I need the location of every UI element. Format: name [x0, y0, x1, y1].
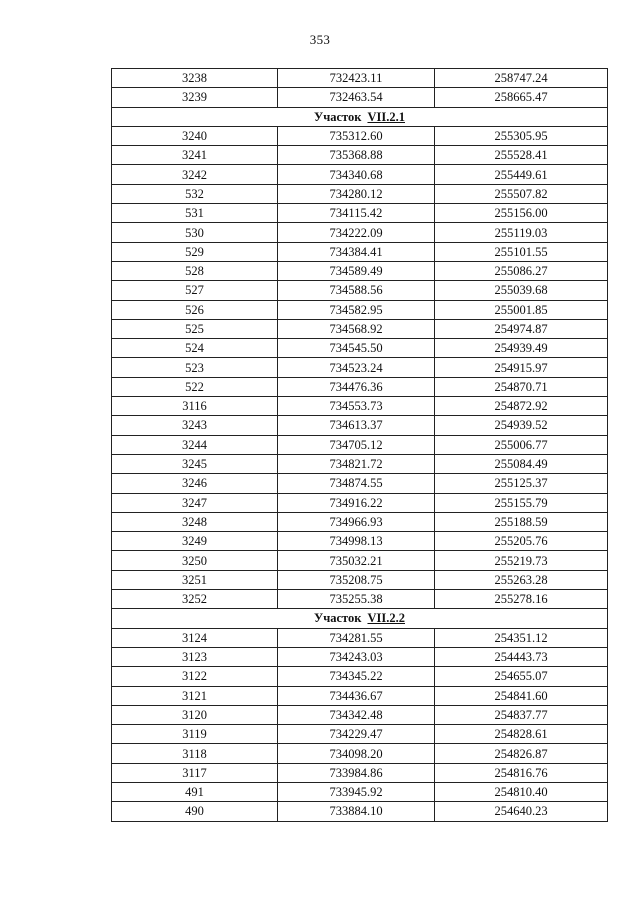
x-coordinate-cell: 732463.54	[278, 88, 435, 107]
point-number-cell: 3123	[112, 647, 278, 666]
point-number-cell: 522	[112, 377, 278, 396]
y-coordinate-cell: 255156.00	[435, 204, 608, 223]
point-number-cell: 491	[112, 782, 278, 801]
y-coordinate-cell: 255528.41	[435, 146, 608, 165]
x-coordinate-cell: 732423.11	[278, 69, 435, 88]
y-coordinate-cell: 255205.76	[435, 532, 608, 551]
table-row	[112, 647, 608, 666]
section-header-row	[112, 609, 608, 628]
y-coordinate-cell: 254443.73	[435, 647, 608, 666]
table-row	[112, 744, 608, 763]
table-row	[112, 763, 608, 782]
x-coordinate-cell: 734340.68	[278, 165, 435, 184]
y-coordinate-cell: 255039.68	[435, 281, 608, 300]
y-coordinate-cell: 255188.59	[435, 512, 608, 531]
point-number-cell: 3120	[112, 705, 278, 724]
point-number-cell: 3117	[112, 763, 278, 782]
y-coordinate-cell: 254828.61	[435, 725, 608, 744]
y-coordinate-cell: 255119.03	[435, 223, 608, 242]
x-coordinate-cell: 734098.20	[278, 744, 435, 763]
x-coordinate-cell: 734613.37	[278, 416, 435, 435]
point-number-cell: 528	[112, 261, 278, 280]
x-coordinate-cell: 734821.72	[278, 454, 435, 473]
x-coordinate-cell: 734589.49	[278, 261, 435, 280]
table-row	[112, 628, 608, 647]
table-row	[112, 146, 608, 165]
y-coordinate-cell: 255155.79	[435, 493, 608, 512]
point-number-cell: 3242	[112, 165, 278, 184]
section-header	[112, 609, 608, 628]
point-number-cell: 3250	[112, 551, 278, 570]
table-row	[112, 725, 608, 744]
y-coordinate-cell: 254915.97	[435, 358, 608, 377]
table-row	[112, 705, 608, 724]
section-header	[112, 107, 608, 126]
table-row	[112, 88, 608, 107]
y-coordinate-cell: 255219.73	[435, 551, 608, 570]
x-coordinate-cell: 734222.09	[278, 223, 435, 242]
x-coordinate-cell: 734345.22	[278, 667, 435, 686]
point-number-cell: 3239	[112, 88, 278, 107]
x-coordinate-cell: 735368.88	[278, 146, 435, 165]
y-coordinate-cell: 254826.87	[435, 744, 608, 763]
x-coordinate-cell: 735208.75	[278, 570, 435, 589]
x-coordinate-cell: 734229.47	[278, 725, 435, 744]
table-row	[112, 223, 608, 242]
table-row	[112, 126, 608, 145]
point-number-cell: 529	[112, 242, 278, 261]
table-row	[112, 261, 608, 280]
point-number-cell: 3118	[112, 744, 278, 763]
point-number-cell: 3245	[112, 454, 278, 473]
x-coordinate-cell: 734115.42	[278, 204, 435, 223]
x-coordinate-cell: 734705.12	[278, 435, 435, 454]
y-coordinate-cell: 254351.12	[435, 628, 608, 647]
table-row	[112, 551, 608, 570]
point-number-cell: 3121	[112, 686, 278, 705]
point-number-cell: 3249	[112, 532, 278, 551]
table-row	[112, 493, 608, 512]
point-number-cell: 527	[112, 281, 278, 300]
table-row	[112, 281, 608, 300]
y-coordinate-cell: 254837.77	[435, 705, 608, 724]
x-coordinate-cell: 734568.92	[278, 319, 435, 338]
x-coordinate-cell: 734280.12	[278, 184, 435, 203]
point-number-cell: 3244	[112, 435, 278, 454]
table-row	[112, 319, 608, 338]
x-coordinate-cell: 734553.73	[278, 397, 435, 416]
y-coordinate-cell: 255084.49	[435, 454, 608, 473]
table-row	[112, 242, 608, 261]
x-coordinate-cell: 734545.50	[278, 339, 435, 358]
y-coordinate-cell: 254872.92	[435, 397, 608, 416]
point-number-cell: 3122	[112, 667, 278, 686]
point-number-cell: 3251	[112, 570, 278, 589]
x-coordinate-cell: 734342.48	[278, 705, 435, 724]
x-coordinate-cell: 734476.36	[278, 377, 435, 396]
point-number-cell: 3238	[112, 69, 278, 88]
y-coordinate-cell: 255305.95	[435, 126, 608, 145]
point-number-cell: 525	[112, 319, 278, 338]
y-coordinate-cell: 254810.40	[435, 782, 608, 801]
x-coordinate-cell: 735255.38	[278, 590, 435, 609]
point-number-cell: 523	[112, 358, 278, 377]
table-row	[112, 512, 608, 531]
point-number-cell: 3240	[112, 126, 278, 145]
table-row	[112, 377, 608, 396]
y-coordinate-cell: 255507.82	[435, 184, 608, 203]
point-number-cell: 531	[112, 204, 278, 223]
x-coordinate-cell: 734523.24	[278, 358, 435, 377]
page-number: 353	[309, 32, 331, 47]
y-coordinate-cell: 258665.47	[435, 88, 608, 107]
point-number-cell: 3116	[112, 397, 278, 416]
coordinates-table-body	[112, 69, 608, 822]
table-row	[112, 397, 608, 416]
x-coordinate-cell: 734281.55	[278, 628, 435, 647]
x-coordinate-cell: 734874.55	[278, 474, 435, 493]
x-coordinate-cell: 734916.22	[278, 493, 435, 512]
table-row	[112, 782, 608, 801]
coordinates-table	[111, 68, 608, 822]
y-coordinate-cell: 258747.24	[435, 69, 608, 88]
y-coordinate-cell: 254974.87	[435, 319, 608, 338]
table-row	[112, 532, 608, 551]
x-coordinate-cell: 734384.41	[278, 242, 435, 261]
x-coordinate-cell: 733945.92	[278, 782, 435, 801]
x-coordinate-cell: 734588.56	[278, 281, 435, 300]
point-number-cell: 532	[112, 184, 278, 203]
y-coordinate-cell: 255006.77	[435, 435, 608, 454]
table-row	[112, 358, 608, 377]
y-coordinate-cell: 254870.71	[435, 377, 608, 396]
y-coordinate-cell: 254816.76	[435, 763, 608, 782]
section-label: Участок	[314, 109, 362, 124]
table-row	[112, 69, 608, 88]
table-row	[112, 165, 608, 184]
x-coordinate-cell: 734243.03	[278, 647, 435, 666]
point-number-cell: 3247	[112, 493, 278, 512]
y-coordinate-cell: 255086.27	[435, 261, 608, 280]
y-coordinate-cell: 254841.60	[435, 686, 608, 705]
point-number-cell: 524	[112, 339, 278, 358]
point-number-cell: 526	[112, 300, 278, 319]
y-coordinate-cell: 255263.28	[435, 570, 608, 589]
table-row	[112, 686, 608, 705]
y-coordinate-cell: 254939.52	[435, 416, 608, 435]
table-row	[112, 339, 608, 358]
table-row	[112, 184, 608, 203]
table-row	[112, 454, 608, 473]
table-row	[112, 474, 608, 493]
section-code: VII.2.2	[367, 611, 405, 626]
table-row	[112, 667, 608, 686]
table-row	[112, 416, 608, 435]
section-code: VII.2.1	[367, 109, 405, 124]
x-coordinate-cell: 734966.93	[278, 512, 435, 531]
point-number-cell: 3119	[112, 725, 278, 744]
point-number-cell: 3241	[112, 146, 278, 165]
y-coordinate-cell: 254640.23	[435, 802, 608, 821]
x-coordinate-cell: 733884.10	[278, 802, 435, 821]
x-coordinate-cell: 734998.13	[278, 532, 435, 551]
point-number-cell: 530	[112, 223, 278, 242]
point-number-cell: 3252	[112, 590, 278, 609]
point-number-cell: 490	[112, 802, 278, 821]
x-coordinate-cell: 735032.21	[278, 551, 435, 570]
table-row	[112, 204, 608, 223]
x-coordinate-cell: 735312.60	[278, 126, 435, 145]
point-number-cell: 3248	[112, 512, 278, 531]
y-coordinate-cell: 254655.07	[435, 667, 608, 686]
point-number-cell: 3246	[112, 474, 278, 493]
table-row	[112, 300, 608, 319]
y-coordinate-cell: 255101.55	[435, 242, 608, 261]
y-coordinate-cell: 255125.37	[435, 474, 608, 493]
point-number-cell: 3243	[112, 416, 278, 435]
table-row	[112, 570, 608, 589]
x-coordinate-cell: 733984.86	[278, 763, 435, 782]
section-header-row	[112, 107, 608, 126]
y-coordinate-cell: 254939.49	[435, 339, 608, 358]
table-row	[112, 590, 608, 609]
x-coordinate-cell: 734582.95	[278, 300, 435, 319]
y-coordinate-cell: 255001.85	[435, 300, 608, 319]
table-row	[112, 435, 608, 454]
point-number-cell: 3124	[112, 628, 278, 647]
y-coordinate-cell: 255278.16	[435, 590, 608, 609]
table-row	[112, 802, 608, 821]
y-coordinate-cell: 255449.61	[435, 165, 608, 184]
section-label: Участок	[314, 611, 362, 626]
x-coordinate-cell: 734436.67	[278, 686, 435, 705]
